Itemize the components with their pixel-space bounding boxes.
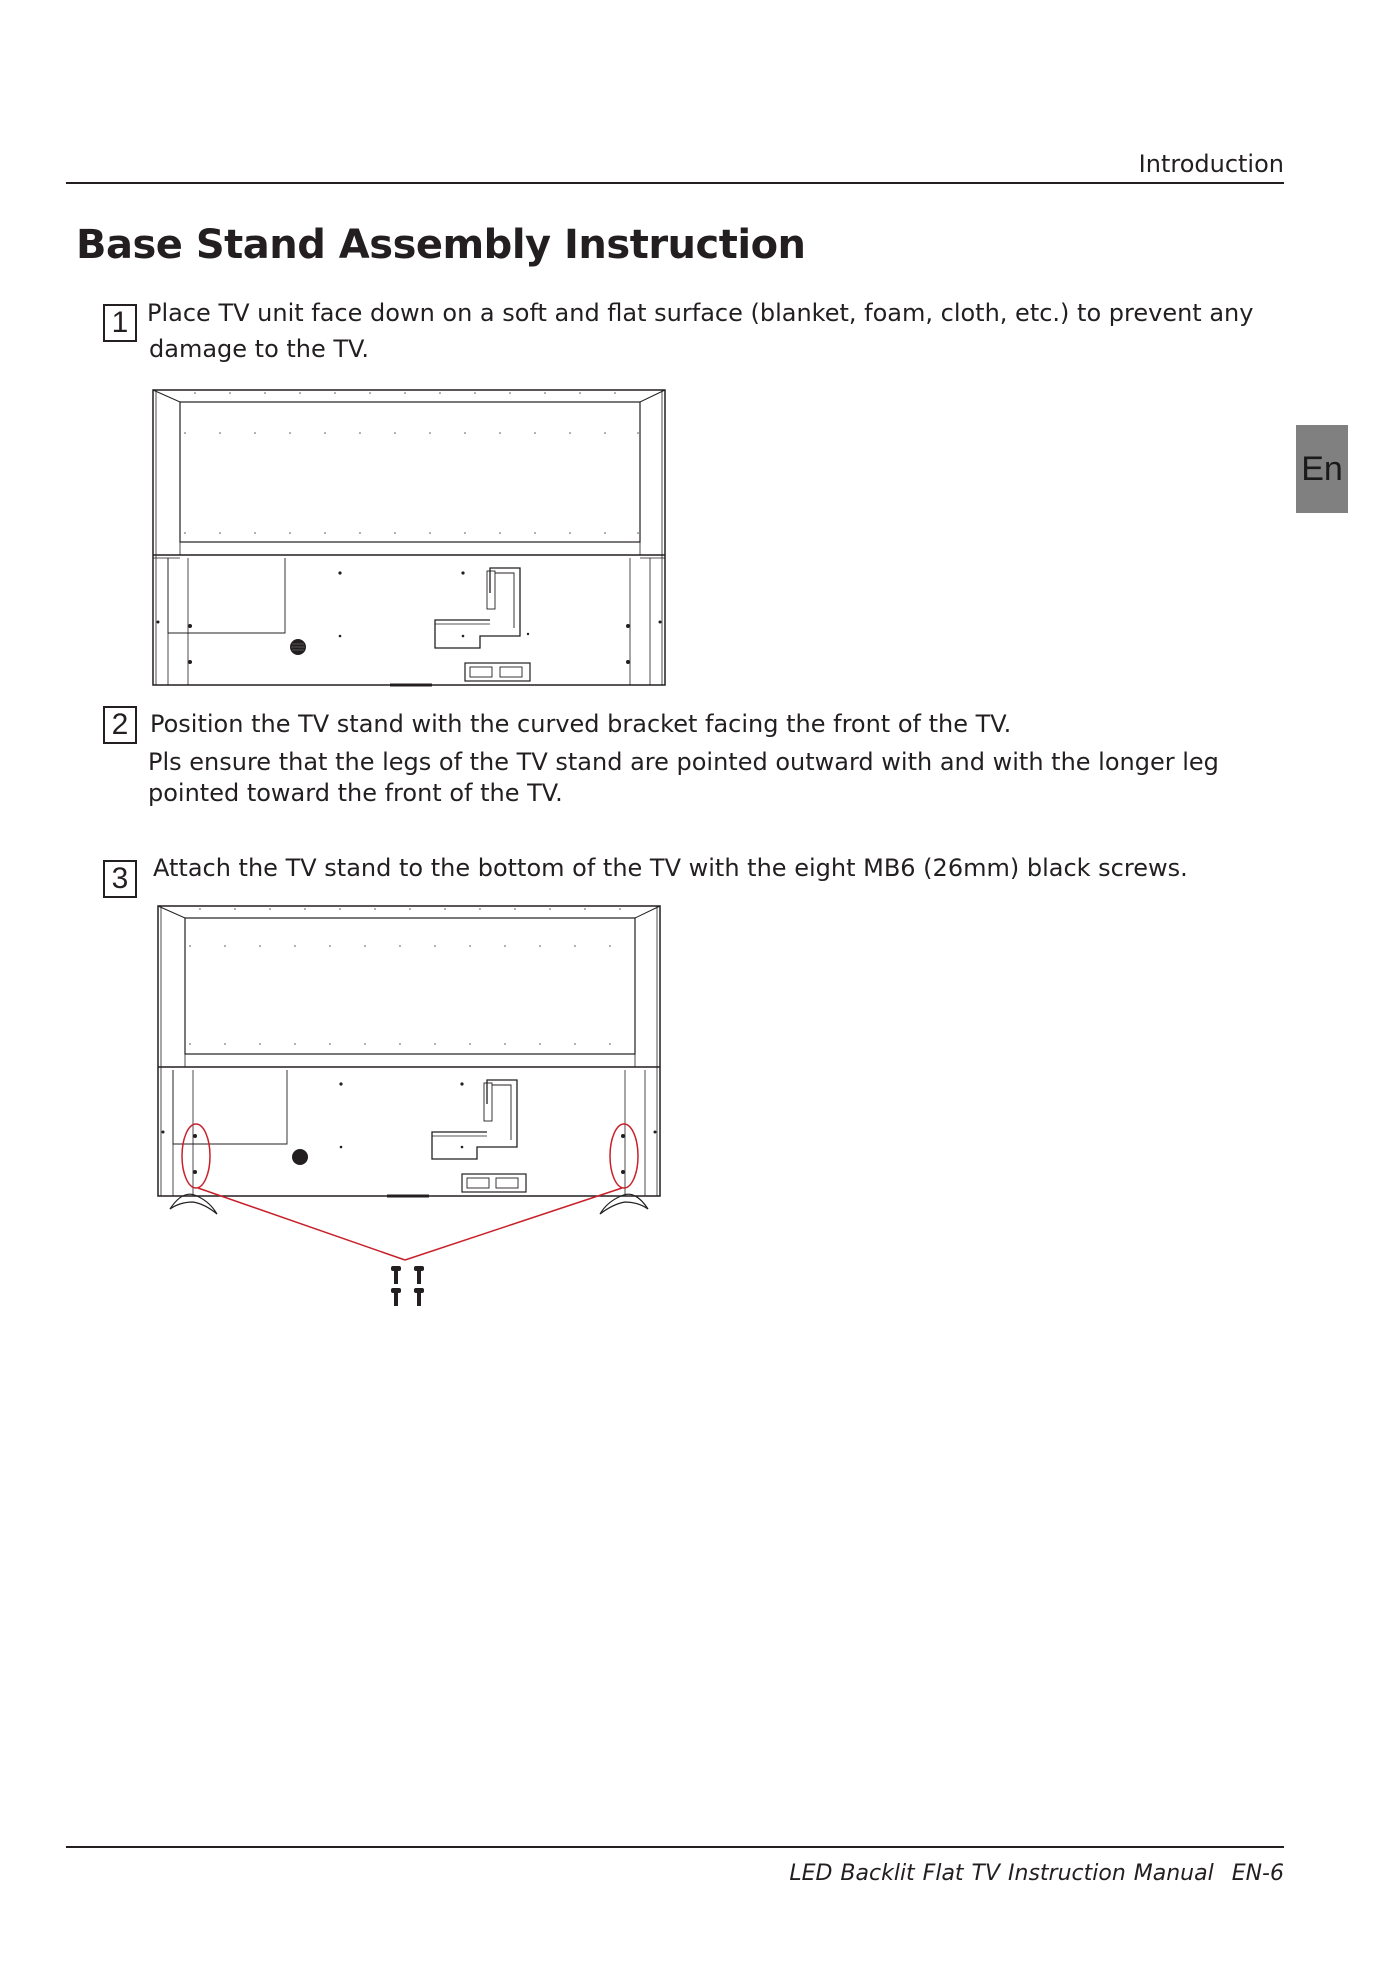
step-1-text-line2: damage to the TV. bbox=[149, 335, 370, 363]
manual-title: LED Backlit Flat TV Instruction Manual bbox=[789, 1861, 1214, 1886]
page-number: EN-6 bbox=[1231, 1861, 1284, 1886]
step-2-text-line3: pointed toward the front of the TV. bbox=[148, 779, 563, 807]
step-1-number: 1 bbox=[103, 304, 137, 342]
step-1-text-line1: Place TV unit face down on a soft and flat surface (blanket, foam, cloth, etc.) to prevent any bbox=[147, 299, 1254, 327]
header-rule bbox=[66, 182, 1284, 184]
tv-stand-attach-diagram-step3 bbox=[155, 904, 675, 1324]
tv-rear-diagram-step1 bbox=[150, 388, 670, 688]
page-title: Base Stand Assembly Instruction bbox=[76, 222, 806, 268]
page-footer bbox=[789, 1861, 1284, 1886]
step-2-number: 2 bbox=[103, 706, 137, 744]
step-3-text-line1: Attach the TV stand to the bottom of the TV with the eight MB6 (26mm) black screws. bbox=[153, 854, 1188, 882]
step-2-text-line2: Pls ensure that the legs of the TV stand are pointed outward with and with the longer leg bbox=[148, 748, 1219, 776]
footer-rule bbox=[66, 1846, 1284, 1848]
section-header: Introduction bbox=[1138, 150, 1284, 178]
language-tab: En bbox=[1296, 425, 1348, 513]
step-3-number: 3 bbox=[103, 860, 137, 898]
step-2-text-line1: Position the TV stand with the curved bracket facing the front of the TV. bbox=[150, 710, 1012, 738]
